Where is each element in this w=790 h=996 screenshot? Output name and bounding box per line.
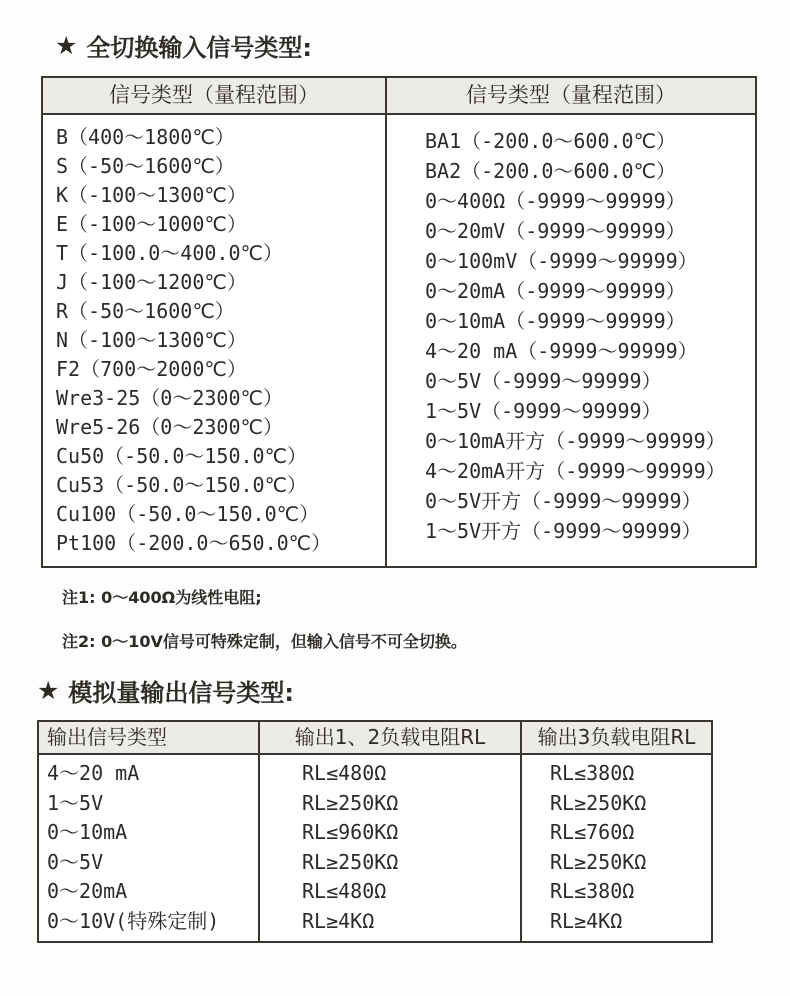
table-row: BA2（-200.0～600.0℃）: [425, 159, 677, 183]
table-cell: RL≥250KΩ: [302, 849, 399, 874]
table-cell: RL≥250KΩ: [550, 790, 647, 815]
table-row: Wre5-26（0～2300℃）: [56, 415, 283, 439]
table-row: Cu50（-50.0～150.0℃）: [56, 444, 308, 468]
table-row: Cu53（-50.0～150.0℃）: [56, 473, 308, 497]
table-row: Pt100（-200.0～650.0℃）: [56, 531, 332, 555]
input-signal-title-text: 全切换输入信号类型:: [86, 34, 313, 62]
table-cell: RL≤480Ω: [302, 879, 387, 903]
output-table-header-rl3: 输出3负载电阻RL: [537, 725, 696, 749]
table-cell: RL≤480Ω: [302, 761, 387, 785]
table-row: 0～10mA（-9999～99999）: [425, 309, 686, 333]
datasheet-page: [0, 28, 790, 943]
table-cell: RL≥4KΩ: [550, 908, 623, 933]
output-table-signal-column: [39, 755, 260, 941]
table-cell: RL≤380Ω: [550, 879, 635, 903]
note-1: 注1: 0～400Ω为线性电阻;: [62, 588, 262, 607]
table-row: 4～20mA开方（-9999～99999）: [425, 459, 726, 483]
table-row: B（400～1800℃）: [56, 125, 235, 149]
output-signal-table: [37, 720, 713, 943]
table-row: T（-100.0～400.0℃）: [56, 241, 283, 265]
output-signal-title-text: 模拟量输出信号类型:: [68, 679, 295, 707]
table-cell: 0～10mA: [47, 820, 128, 844]
input-table-left-column: [43, 115, 387, 566]
table-row: J（-100～1200℃）: [56, 270, 247, 294]
output-signal-section-title: [37, 673, 790, 708]
table-cell: RL≤760Ω: [550, 820, 635, 844]
table-row: 0～100mV（-9999～99999）: [425, 249, 698, 273]
output-table-header-rl12: 输出1、2负载电阻RL: [260, 722, 522, 753]
table-row: 0～20mA（-9999～99999）: [425, 279, 686, 303]
input-signal-table: [41, 76, 757, 568]
table-cell: RL≥250KΩ: [550, 849, 647, 874]
output-table-body: [39, 755, 711, 941]
output-table-header-row: [39, 722, 711, 755]
table-row: 1～5V开方（-9999～99999）: [425, 519, 702, 543]
output-table-rl3-column: [522, 755, 711, 941]
table-row: BA1（-200.0～600.0℃）: [425, 129, 677, 153]
table-cell: RL≤380Ω: [550, 761, 635, 785]
note-2: 注2: 0～10V信号可特殊定制，但输入信号不可全切换。: [62, 632, 467, 651]
table-row: K（-100～1300℃）: [56, 183, 247, 207]
table-row: Cu100（-50.0～150.0℃）: [56, 502, 320, 526]
table-row: E（-100～1000℃）: [56, 212, 247, 236]
output-table-rl12-column: [260, 755, 522, 941]
input-table-right-column: [387, 115, 755, 566]
star-icon: ★: [37, 676, 60, 705]
table-cell: 4～20 mA: [47, 761, 140, 785]
notes-block: [62, 585, 790, 652]
table-cell: 0～20mA: [47, 879, 128, 903]
table-row: N（-100～1300℃）: [56, 328, 247, 352]
table-row: R（-50～1600℃）: [56, 299, 235, 323]
input-table-header-right: 信号类型（量程范围）: [466, 83, 676, 107]
table-row: S（-50～1600℃）: [56, 154, 235, 178]
table-row: 0～400Ω（-9999～99999）: [425, 189, 686, 213]
output-table-header-signal-type: 输出信号类型: [39, 722, 260, 753]
table-row: 0～20mV（-9999～99999）: [425, 219, 686, 243]
input-table-header-left: 信号类型（量程范围）: [43, 78, 387, 113]
input-signal-section-title: [55, 28, 790, 63]
star-icon: ★: [55, 31, 78, 60]
table-row: 1～5V（-9999～99999）: [425, 399, 662, 423]
table-row: 4～20 mA（-9999～99999）: [425, 339, 698, 363]
table-cell: 0～5V: [47, 849, 104, 874]
table-cell: RL≥250KΩ: [302, 790, 399, 815]
input-table-header-row: [43, 78, 755, 115]
input-table-body: [43, 115, 755, 566]
table-cell: 1～5V: [47, 790, 104, 815]
table-cell: RL≥4KΩ: [302, 908, 375, 933]
table-row: F2（700～2000℃）: [56, 357, 247, 381]
table-row: 0～10mA开方（-9999～99999）: [425, 429, 726, 453]
table-cell: RL≤960KΩ: [302, 820, 399, 844]
table-row: 0～5V开方（-9999～99999）: [425, 489, 702, 513]
table-row: 0～5V（-9999～99999）: [425, 369, 662, 393]
table-row: Wre3-25（0～2300℃）: [56, 386, 283, 410]
table-cell: 0～10V(特殊定制): [47, 908, 220, 933]
